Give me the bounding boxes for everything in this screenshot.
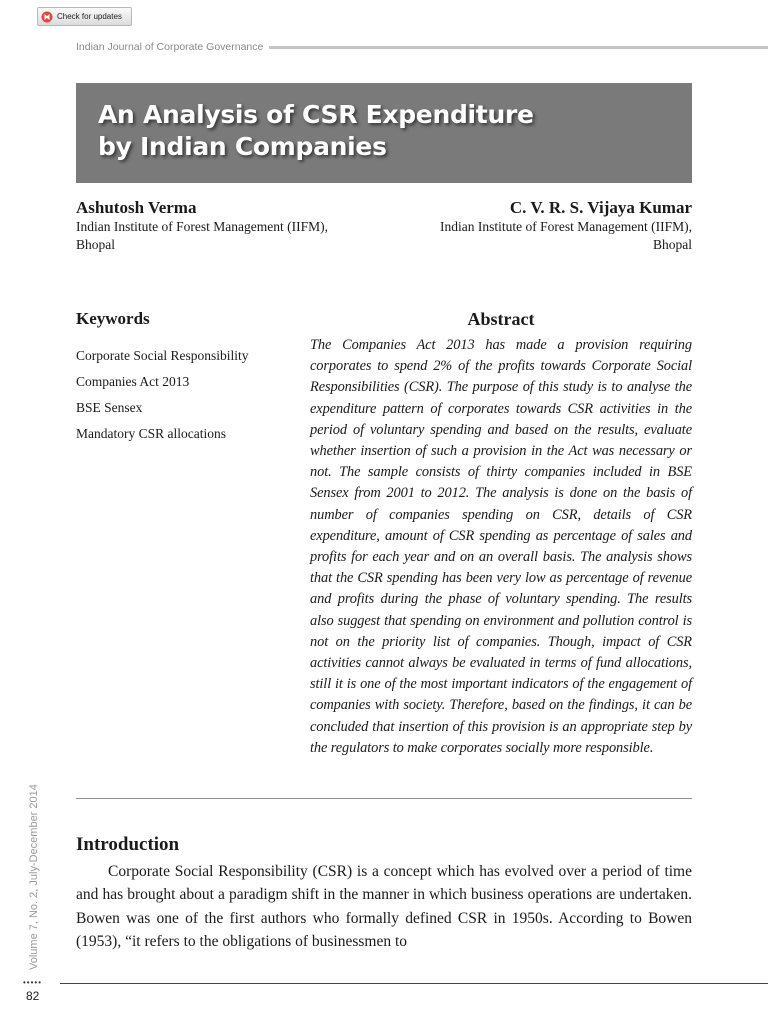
page-dots: ••••• [23,978,43,987]
volume-issue-label: Volume 7, No. 2, July-December 2014 [28,784,40,970]
title-banner [76,83,692,183]
introduction-text: Corporate Social Responsibility (CSR) is a concept which has evolved over a period of time and has brought about a paradigm shift in the manner in which business operations are undertaken. Bowen was one of the first authors who formally defined CSR in 1950s. According to Bowen (1953), “it refers to the obligations of businessmen to [76,863,692,950]
keyword-item: Corporate Social Responsibility [76,348,249,363]
crossmark-icon [41,11,53,23]
abstract-text: The Companies Act 2013 has made a provision requiring corporates to spend 2% of the profits towards Corporate Social Responsibilities (CSR). The purpose of this study is to analyse the expenditure pattern of corporates towards CSR activities in the period of voluntary spending and based on the results, evaluate whether insertion of such a provision in the Act was necessary or not. The sample consists of thirty companies included in BSE Sensex from 2001 to 2012. The analysis is done on the basis of number of companies spending on CSR, details of CSR expenditure, amount of CSR spending as percentage of sales and profits for each year and on an overall basis. The analysis shows that the CSR spending has been very low as percentage of revenue and profits during the phase of voluntary spending. The results also suggest that spending on environment and pollution control is not on the priority list of companies. Though, impact of CSR activities cannot always be evaluated in terms of fund allocations, still it is one of the most important indicators of the engagement of companies with society. Therefore, based on the findings, it can be concluded that insertion of this provision is an appropriate step by the regulators to make corporates socially more responsible. [310,337,692,756]
footer-rule [60,983,768,984]
check-for-updates-label: Check for updates [57,12,122,21]
abstract-section [310,309,692,759]
keywords-heading: Keywords [76,309,150,328]
article-title-line: An Analysis of CSR Expenditure [98,100,534,129]
author-block [392,198,692,254]
page-number: 82 [26,989,40,1003]
author-name: C. V. R. S. Vijaya Kumar [509,198,692,217]
keyword-item: Mandatory CSR allocations [76,426,226,441]
author-name: Ashutosh Verma [76,198,197,217]
keyword-item: Companies Act 2013 [76,374,190,389]
author-affiliation: Indian Institute of Forest Management (IIFM), [76,219,328,234]
keyword-item: BSE Sensex [76,400,143,415]
author-affiliation: Bhopal [653,237,692,252]
check-for-updates-button[interactable] [37,7,132,26]
author-affiliation: Bhopal [76,237,115,252]
author-block [76,198,376,254]
abstract-heading: Abstract [467,309,535,329]
keywords-section [76,309,296,447]
section-divider [76,798,692,799]
journal-header [76,40,768,54]
introduction-heading: Introduction [76,834,180,855]
header-rule [269,46,768,49]
journal-name: Indian Journal of Corporate Governance [76,41,264,53]
author-affiliation: Indian Institute of Forest Management (IIFM), [440,219,692,234]
article-title-line: by Indian Companies [98,132,387,161]
introduction-section [76,834,692,953]
